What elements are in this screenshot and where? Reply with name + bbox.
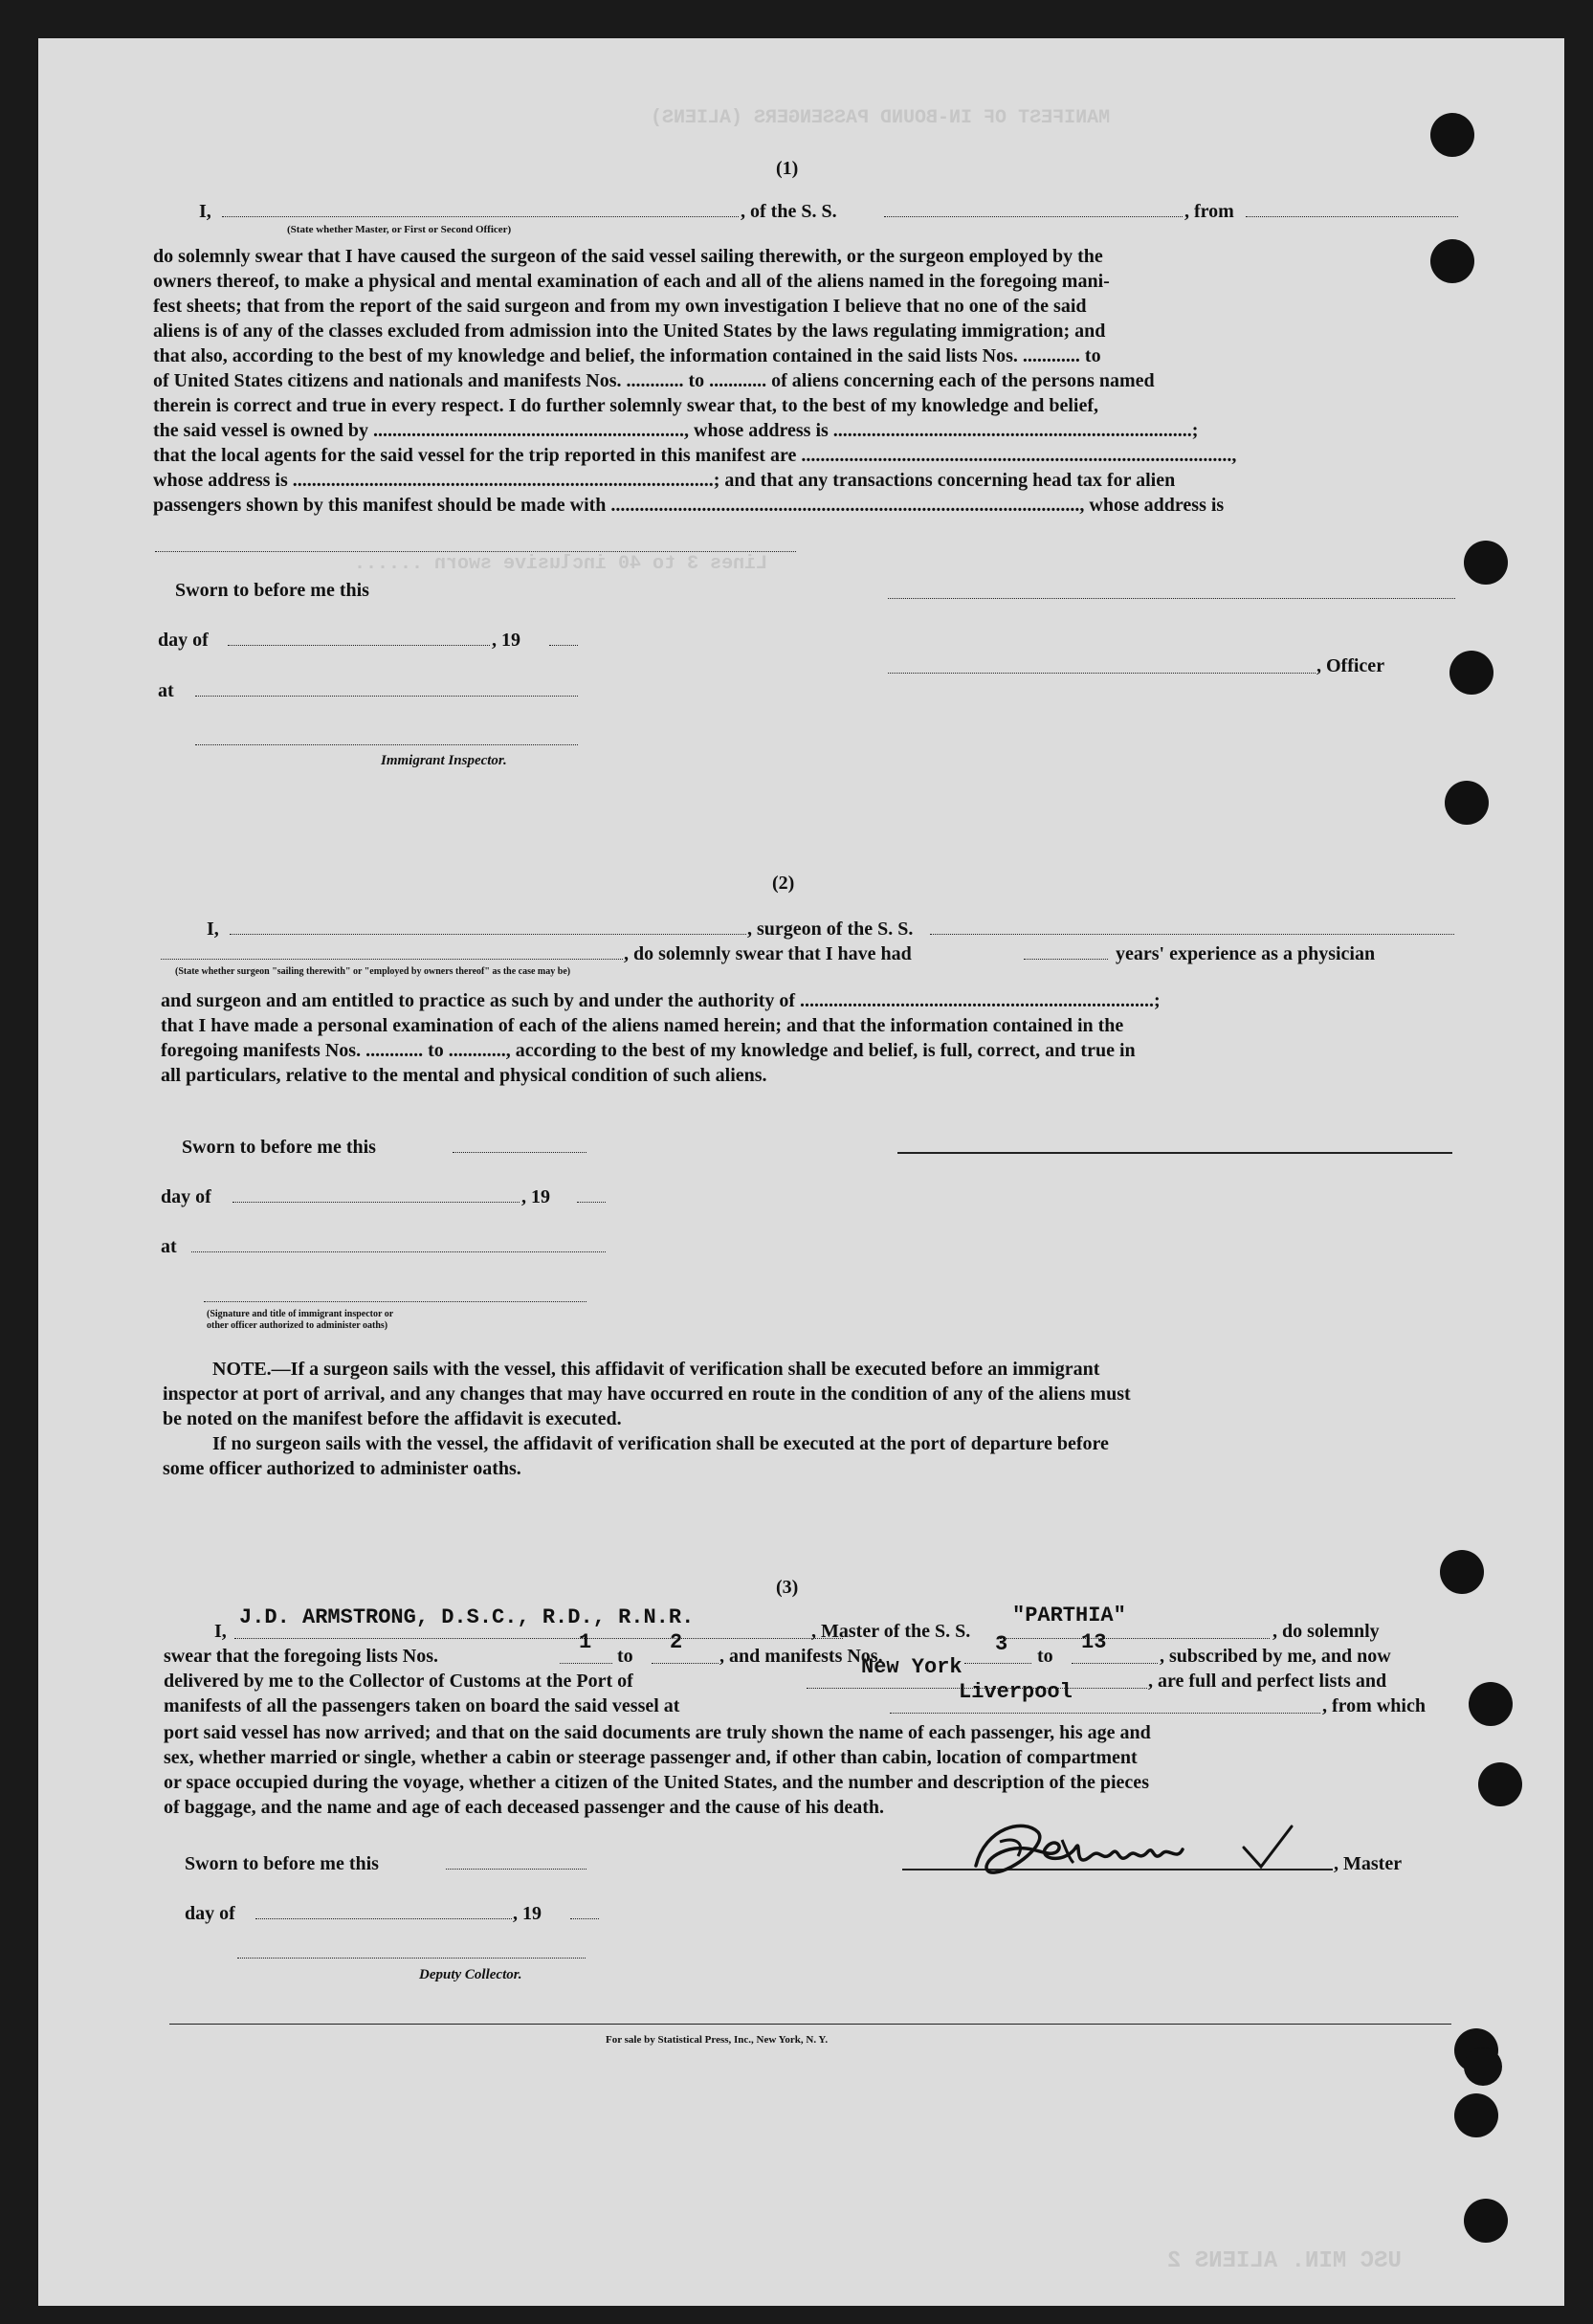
signature-note-line-1: (Signature and title of immigrant inspector or — [207, 1309, 394, 1319]
sworn-label: Sworn to before me this — [175, 580, 369, 601]
manifest-from-line — [964, 1663, 1031, 1664]
punch-hole — [1464, 2047, 1502, 2086]
do-solemnly-label: , do solemnly — [1272, 1621, 1380, 1642]
note-line: If no surgeon sails with the vessel, the affidavit of verification shall be executed at the port of departure before — [212, 1433, 1109, 1454]
list-to-line — [652, 1663, 719, 1664]
inspector-signature-line[interactable] — [204, 1301, 586, 1302]
note-line: NOTE.—If a surgeon sails with the vessel, this affidavit of verification shall be executed before an immigrant — [212, 1359, 1100, 1380]
years-field[interactable] — [1024, 959, 1108, 960]
master-signature — [957, 1813, 1359, 1885]
master-label: , Master — [1334, 1853, 1403, 1874]
day-field[interactable] — [255, 1918, 512, 1919]
oath-line: whose address is ........................................................................................; and that any transactions concerning head tax for alien — [153, 470, 1176, 491]
master-name-line — [234, 1638, 843, 1639]
day-of-label: day of — [185, 1903, 235, 1924]
year-field[interactable] — [570, 1918, 599, 1919]
signature-note-line-2: other officer authorized to administer oaths) — [207, 1320, 388, 1331]
master-name-value: J.D. ARMSTRONG, D.S.C., R.D., R.N.R. — [239, 1605, 695, 1629]
at-field[interactable] — [195, 696, 578, 697]
surgeon-status-field[interactable] — [161, 959, 623, 960]
note-line: some officer authorized to administer oaths. — [163, 1458, 521, 1479]
officer-name-field[interactable] — [222, 216, 739, 217]
sworn-label: Sworn to before me this — [185, 1853, 379, 1874]
punch-hole — [1449, 651, 1493, 695]
bleed-through-title: MANIFEST OF IN-BOUND PASSENGERS (ALIENS) — [651, 107, 1111, 129]
from-which-label: , from which — [1322, 1695, 1426, 1716]
surgeon-note: (State whether surgeon "sailing therewith" or "employed by owners thereof" as the case may be) — [175, 966, 571, 977]
at-field[interactable] — [191, 1251, 606, 1252]
vessel-name-field[interactable] — [884, 216, 1183, 217]
manifest-from-value: 3 — [995, 1632, 1008, 1656]
section-1-number: (1) — [776, 158, 799, 179]
list-from-line — [560, 1663, 612, 1664]
oath-line: or space occupied during the voyage, whether a citizen of the United States, and the number and description of the pieces — [164, 1772, 1149, 1793]
collector-signature-line[interactable] — [237, 1958, 586, 1959]
year-field[interactable] — [577, 1202, 606, 1203]
collector-caption: Deputy Collector. — [419, 1967, 522, 1982]
punch-hole — [1430, 113, 1474, 157]
oath-line: that the local agents for the said vessel for the trip reported in this manifest are .........................................................................................., — [153, 445, 1237, 466]
oath-line: sex, whether married or single, whether a cabin or steerage passenger and, if other than cabin, location of compartment — [164, 1747, 1138, 1768]
oath-line: and surgeon and am entitled to practice as such by and under the authority of ..........................................................................; — [161, 990, 1161, 1011]
oath-line: that also, according to the best of my knowledge and belief, the information contained in the said lists Nos. ............ to — [153, 345, 1101, 366]
list-from-value: 1 — [579, 1630, 592, 1654]
oath-line: passengers shown by this manifest should be made with .................................................................................................., whose address is — [153, 495, 1225, 516]
sworn-field[interactable] — [446, 1869, 586, 1870]
section-2-oath-text — [161, 988, 1462, 1088]
day-of-label: day of — [158, 630, 209, 651]
day-field[interactable] — [232, 1202, 520, 1203]
vessel-line — [1000, 1638, 1270, 1639]
punch-hole — [1469, 1682, 1513, 1726]
punch-hole — [1440, 1550, 1484, 1594]
year-field[interactable] — [549, 645, 578, 646]
section-2-lead: I, — [207, 919, 219, 940]
year-label: , 19 — [492, 630, 520, 651]
note-line: be noted on the manifest before the affidavit is executed. — [163, 1408, 622, 1429]
at-label: at — [158, 680, 174, 701]
section-3-lead: I, — [214, 1621, 227, 1642]
port-label: delivered by me to the Collector of Customs at the Port of — [164, 1671, 633, 1692]
year-label: , 19 — [513, 1903, 542, 1924]
address-continuation-field[interactable] — [155, 551, 796, 552]
master-of-ss-label: , Master of the S. S. — [811, 1621, 971, 1642]
inspector-signature-line[interactable] — [195, 744, 578, 745]
oath-line: do solemnly swear that I have caused the surgeon of the said vessel sailing therewith, or the surgeon employed by the — [153, 246, 1103, 267]
punch-hole — [1464, 2199, 1508, 2243]
subscribed-label: , subscribed by me, and now — [1160, 1646, 1391, 1667]
oath-line: aliens is of any of the classes excluded from admission into the United States by the laws regulating immigration; and — [153, 321, 1106, 342]
at-label: at — [161, 1236, 177, 1257]
years-label: years' experience as a physician — [1116, 943, 1376, 964]
section-3-oath-text — [164, 1720, 1465, 1820]
officer-title-line[interactable] — [888, 673, 1316, 674]
oath-line: owners thereof, to make a physical and mental examination of each and all of the aliens named in the foregoing mani- — [153, 271, 1110, 292]
punch-hole — [1454, 2093, 1498, 2137]
manifest-to-label: to — [1037, 1646, 1053, 1667]
oath-line: that I have made a personal examination of each of the aliens named herein; and that the information contained in the — [161, 1015, 1124, 1036]
sworn-label: Sworn to before me this — [182, 1137, 376, 1158]
oath-line: the said vessel is owned by ................................................................., whose address is ...........................................................................; — [153, 420, 1199, 441]
lists-label: swear that the foregoing lists Nos. — [164, 1646, 439, 1667]
note-line: inspector at port of arrival, and any changes that may have occurred en route in the condition of any of the aliens must — [163, 1383, 1131, 1405]
punch-hole — [1445, 781, 1489, 825]
oath-line: of baggage, and the name and age of each deceased passenger and the cause of his death. — [164, 1797, 884, 1818]
full-perfect-label: , are full and perfect lists and — [1148, 1671, 1387, 1692]
surgeon-swear-label: , do solemnly swear that I have had — [624, 943, 912, 964]
surgeon-name-field[interactable] — [230, 934, 746, 935]
document-page — [38, 38, 1564, 2306]
inspector-caption: Immigrant Inspector. — [381, 753, 507, 768]
from-label: , from — [1184, 201, 1234, 222]
footer-rule — [169, 2024, 1451, 2025]
departure-label: manifests of all the passengers taken on board the said vessel at — [164, 1695, 680, 1716]
list-to-value: 2 — [670, 1630, 683, 1654]
from-port-field[interactable] — [1246, 216, 1458, 217]
sworn-field[interactable] — [453, 1152, 586, 1153]
punch-hole — [1464, 541, 1508, 585]
bleed-through-stamp: USC MIN. ALIENS 2 — [1167, 2248, 1402, 2274]
list-to-label: to — [617, 1646, 633, 1667]
section-3-number: (3) — [776, 1577, 799, 1598]
officer-signature-line[interactable] — [888, 598, 1455, 599]
oath-line: foregoing manifests Nos. ............ to ............, according to the best of my knowledge and belief, is full, correct, and true in — [161, 1040, 1136, 1061]
oath-line: of United States citizens and nationals and manifests Nos. ............ to ............ of aliens concerning each of the persons named — [153, 370, 1155, 391]
surgeon-vessel-field[interactable] — [930, 934, 1454, 935]
section-2-note — [163, 1357, 1464, 1481]
day-of-label: day of — [161, 1186, 211, 1207]
oath-line: all particulars, relative to the mental and physical condition of such aliens. — [161, 1065, 767, 1086]
manifest-to-line — [1072, 1663, 1158, 1664]
oath-line: therein is correct and true in every respect. I do further solemnly swear that, to the best of my knowledge and belief, — [153, 395, 1099, 416]
day-field[interactable] — [228, 645, 490, 646]
printer-credit: For sale by Statistical Press, Inc., New York, N. Y. — [606, 2034, 829, 2046]
officer-note: (State whether Master, or First or Second Officer) — [287, 224, 512, 235]
oath-line: fest sheets; that from the report of the said surgeon and from my own investigation I believe that no one of the said — [153, 296, 1087, 317]
section-1-oath-text — [153, 244, 1454, 518]
vessel-value: "PARTHIA" — [1012, 1604, 1126, 1627]
departure-value: Liverpool — [959, 1680, 1073, 1704]
departure-line — [890, 1713, 1320, 1714]
oath-line: port said vessel has now arrived; and that on the said documents are truly shown the name of each passenger, his age and — [164, 1722, 1151, 1743]
manifest-to-value: 13 — [1081, 1630, 1107, 1654]
of-ss-label: , of the S. S. — [741, 201, 837, 222]
punch-hole — [1478, 1762, 1522, 1806]
surgeon-signature-line[interactable] — [897, 1152, 1452, 1154]
section-1-lead: I, — [199, 201, 211, 222]
officer-label: , Officer — [1316, 655, 1385, 676]
port-value: New York — [861, 1655, 962, 1679]
bleed-through-text: Lines 3 to 40 inclusive sworn ...... — [354, 553, 768, 575]
year-label: , 19 — [521, 1186, 550, 1207]
surgeon-of-ss-label: , surgeon of the S. S. — [747, 919, 914, 940]
section-2-number: (2) — [772, 873, 795, 894]
manifests-label: , and manifests Nos. — [719, 1646, 883, 1667]
